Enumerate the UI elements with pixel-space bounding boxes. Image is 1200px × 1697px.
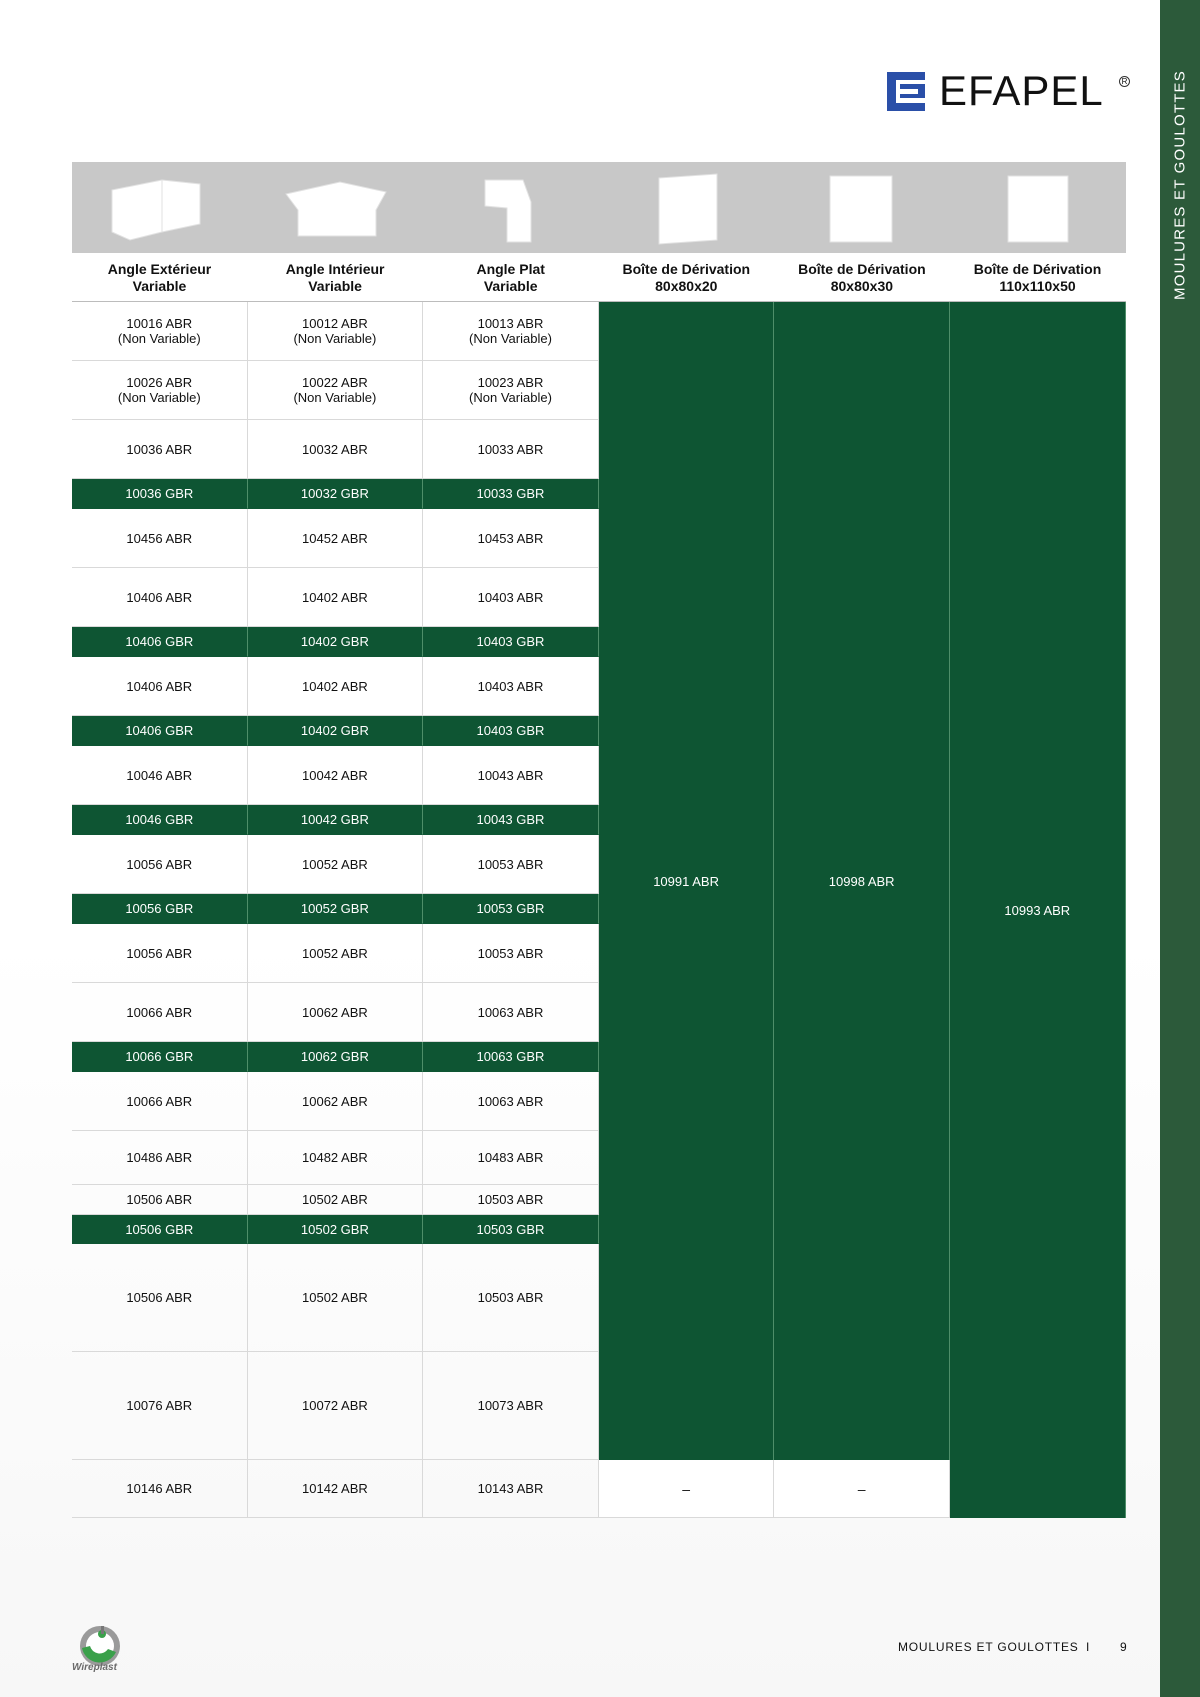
product-code: 10043 GBR	[476, 812, 545, 827]
product-code: 10506 ABR	[126, 1290, 193, 1305]
table-cell	[423, 716, 599, 746]
product-code: 10453 ABR	[477, 530, 544, 546]
table-cell	[423, 1352, 599, 1460]
partner-name: Wireplast	[72, 1662, 117, 1673]
merged-cell	[774, 302, 950, 1460]
table-cell	[248, 479, 424, 509]
product-code: 10066 GBR	[125, 1049, 194, 1064]
table-cell	[72, 420, 248, 479]
product-code: 10143 ABR	[477, 1481, 544, 1496]
product-code: 10053 ABR	[477, 856, 544, 872]
efapel-logo	[887, 67, 1129, 114]
product-code: 10452 ABR	[302, 530, 368, 546]
product-code: 10502 ABR	[302, 1290, 368, 1305]
column-header-name: Boîte de Dérivation	[973, 261, 1102, 277]
product-note: (Non Variable)	[117, 331, 201, 346]
table-cell	[248, 1244, 424, 1352]
table-cell	[423, 479, 599, 509]
table-cell	[423, 1244, 599, 1352]
column-header-name: Boîte de Dérivation	[798, 261, 926, 277]
product-code: 10146 ABR	[126, 1481, 193, 1496]
product-code: 10406 GBR	[125, 723, 194, 738]
table-cell	[248, 1131, 424, 1185]
product-code: 10016 ABR	[126, 316, 193, 331]
product-code: 10506 ABR	[126, 1192, 193, 1207]
table-cell	[72, 509, 248, 568]
table-cell	[423, 1072, 599, 1131]
column-header	[423, 253, 598, 300]
product-note: (Non Variable)	[469, 331, 552, 346]
table-cell	[248, 924, 424, 983]
column-header	[248, 253, 423, 300]
merged-product-code: 10993 ABR	[1004, 902, 1071, 918]
product-code: 10502 GBR	[300, 1221, 369, 1237]
column-header-name: Angle Plat	[476, 261, 545, 277]
column-header-size: 110x110x50	[999, 278, 1076, 294]
internal-angle-image	[248, 162, 423, 253]
product-code: 10406 GBR	[125, 634, 194, 649]
empty-cell	[599, 1460, 775, 1518]
column-header-size: Variable	[483, 278, 538, 294]
table-cell	[248, 983, 424, 1042]
column-header-size: Variable	[308, 278, 362, 294]
side-label: MOULURES ET GOULOTTES	[1171, 70, 1189, 300]
merged-cell	[950, 302, 1126, 1518]
table-cell	[423, 1185, 599, 1215]
dash-value: –	[682, 1480, 690, 1497]
table-cell	[423, 1131, 599, 1185]
table-cell	[248, 894, 424, 924]
product-code: 10056 ABR	[126, 856, 193, 872]
page-number: 9	[1120, 1640, 1127, 1654]
table-cell	[248, 1460, 424, 1518]
product-code: 10503 GBR	[476, 1221, 545, 1237]
column-header	[950, 253, 1125, 300]
table-cell	[72, 835, 248, 894]
table-cell	[248, 361, 424, 420]
brand-name: EFAPEL	[939, 67, 1104, 114]
product-code: 10046 ABR	[126, 767, 193, 783]
product-code: 10506 GBR	[125, 1221, 194, 1237]
product-code: 10052 ABR	[302, 945, 368, 961]
product-code: 10042 ABR	[302, 767, 368, 783]
column-header-name: Boîte de Dérivation	[622, 261, 751, 277]
table-cell	[248, 1215, 424, 1244]
table-cell	[423, 627, 599, 657]
table-cell	[72, 1215, 248, 1244]
column-header-size: 80x80x30	[830, 278, 894, 294]
table-cell	[423, 657, 599, 716]
table-cell	[72, 302, 248, 361]
table-cell	[423, 1042, 599, 1072]
table-cell	[423, 509, 599, 568]
junction-box-image	[599, 162, 774, 253]
product-note: (Non Variable)	[293, 331, 377, 346]
table-cell	[248, 746, 424, 805]
table-cell	[248, 420, 424, 479]
junction-box-image	[950, 162, 1125, 253]
product-code: 10052 ABR	[302, 856, 368, 872]
table-cell	[72, 1072, 248, 1131]
column-header	[72, 253, 247, 300]
table-cell	[423, 361, 599, 420]
product-code: 10076 ABR	[126, 1398, 193, 1413]
table-cell	[248, 1042, 424, 1072]
product-code: 10066 ABR	[126, 1093, 193, 1109]
product-code: 10063 GBR	[476, 1049, 545, 1064]
efapel-logo-icon	[887, 72, 925, 111]
table-cell	[423, 983, 599, 1042]
product-code: 10062 ABR	[302, 1004, 368, 1020]
product-code: 10456 ABR	[126, 530, 193, 546]
product-code: 10033 ABR	[477, 441, 544, 457]
product-code: 10053 ABR	[477, 945, 544, 961]
table-cell	[423, 1460, 599, 1518]
table-cell	[72, 568, 248, 627]
table-cell	[72, 716, 248, 746]
product-code: 10026 ABR	[126, 375, 193, 390]
product-code: 10056 ABR	[126, 945, 193, 961]
table-cell	[248, 1185, 424, 1215]
table-cell	[72, 361, 248, 420]
table-cell	[248, 805, 424, 835]
product-code: 10043 ABR	[477, 767, 544, 783]
table-cell	[423, 835, 599, 894]
registered-mark: R	[1119, 76, 1130, 87]
merged-product-code: 10998 ABR	[828, 873, 895, 889]
product-code: 10483 ABR	[477, 1150, 544, 1165]
product-code: 10403 ABR	[477, 589, 544, 605]
product-code: 10022 ABR	[302, 375, 368, 390]
product-code: 10052 GBR	[300, 901, 369, 916]
table-cell	[72, 1042, 248, 1072]
product-code: 10502 ABR	[302, 1192, 368, 1207]
table-cell	[72, 627, 248, 657]
product-code: 10036 ABR	[126, 441, 193, 457]
table-cell	[72, 746, 248, 805]
product-code: 10013 ABR	[477, 316, 544, 331]
table-cell	[248, 657, 424, 716]
product-code: 10403 GBR	[476, 634, 545, 649]
product-code: 10046 GBR	[125, 812, 194, 827]
product-code: 10072 ABR	[302, 1398, 368, 1413]
column-header-name: Angle Intérieur	[285, 261, 385, 277]
table-cell	[423, 894, 599, 924]
table-cell	[423, 1215, 599, 1244]
product-code: 10032 GBR	[300, 486, 369, 501]
product-code: 10062 ABR	[302, 1093, 368, 1109]
table-cell	[423, 420, 599, 479]
empty-cell	[774, 1460, 950, 1518]
table-cell	[423, 302, 599, 361]
table-cell	[423, 746, 599, 805]
table-cell	[72, 805, 248, 835]
table-cell	[72, 924, 248, 983]
table-cell	[423, 568, 599, 627]
product-code: 10032 ABR	[302, 441, 368, 457]
table-cell	[72, 1185, 248, 1215]
product-code: 10073 ABR	[477, 1398, 544, 1413]
table-cell	[248, 1072, 424, 1131]
table-cell	[248, 568, 424, 627]
merged-cell	[599, 302, 775, 1460]
product-code: 10056 GBR	[125, 901, 194, 916]
table-cell	[72, 1352, 248, 1460]
table-cell	[248, 716, 424, 746]
product-code: 10503 ABR	[477, 1192, 544, 1207]
product-code: 10062 GBR	[300, 1049, 369, 1064]
product-code: 10486 ABR	[126, 1150, 193, 1165]
footer-section: MOULURES ET GOULOTTES	[898, 1640, 1079, 1654]
product-code: 10503 ABR	[477, 1290, 544, 1305]
product-code: 10142 ABR	[302, 1481, 368, 1496]
product-code: 10036 GBR	[125, 486, 194, 501]
product-code: 10402 GBR	[300, 723, 369, 738]
table-cell	[72, 657, 248, 716]
table-cell	[248, 835, 424, 894]
table-cell	[423, 924, 599, 983]
table-cell	[72, 1244, 248, 1352]
table-cell	[72, 894, 248, 924]
column-header-size: Variable	[132, 278, 187, 294]
column-header-size: 80x80x20	[655, 278, 718, 294]
table-cell	[423, 805, 599, 835]
table-cell	[248, 627, 424, 657]
column-header-name: Angle Extérieur	[107, 261, 212, 277]
product-note: (Non Variable)	[469, 390, 552, 405]
product-code: 10066 ABR	[126, 1004, 193, 1020]
table-cell	[72, 1460, 248, 1518]
external-angle-image	[72, 162, 247, 253]
product-code: 10406 ABR	[126, 589, 193, 605]
product-code: 10012 ABR	[302, 316, 368, 331]
product-code: 10482 ABR	[302, 1150, 368, 1165]
product-code: 10042 GBR	[300, 812, 369, 827]
product-code: 10403 GBR	[476, 723, 545, 738]
product-code: 10402 ABR	[302, 589, 368, 605]
footer-separator: I	[1086, 1640, 1090, 1654]
product-code: 10063 ABR	[477, 1004, 544, 1020]
product-code: 10403 ABR	[477, 678, 544, 694]
junction-box-image	[774, 162, 949, 253]
product-code: 10053 GBR	[476, 901, 545, 916]
flat-angle-image	[423, 162, 598, 253]
product-code: 10402 GBR	[300, 634, 369, 649]
table-cell	[248, 1352, 424, 1460]
merged-product-code: 10991 ABR	[653, 873, 719, 889]
table-cell	[248, 509, 424, 568]
product-code: 10402 ABR	[302, 678, 368, 694]
table-cell	[248, 302, 424, 361]
product-code: 10063 ABR	[477, 1093, 544, 1109]
table-cell	[72, 1131, 248, 1185]
dash-value: –	[857, 1480, 866, 1497]
product-code: 10033 GBR	[476, 486, 545, 501]
product-note: (Non Variable)	[293, 390, 377, 405]
table-cell	[72, 983, 248, 1042]
product-code: 10023 ABR	[477, 375, 544, 390]
column-header	[599, 253, 774, 300]
product-code: 10406 ABR	[126, 678, 193, 694]
column-header	[774, 253, 949, 300]
product-note: (Non Variable)	[117, 390, 201, 405]
table-cell	[72, 479, 248, 509]
